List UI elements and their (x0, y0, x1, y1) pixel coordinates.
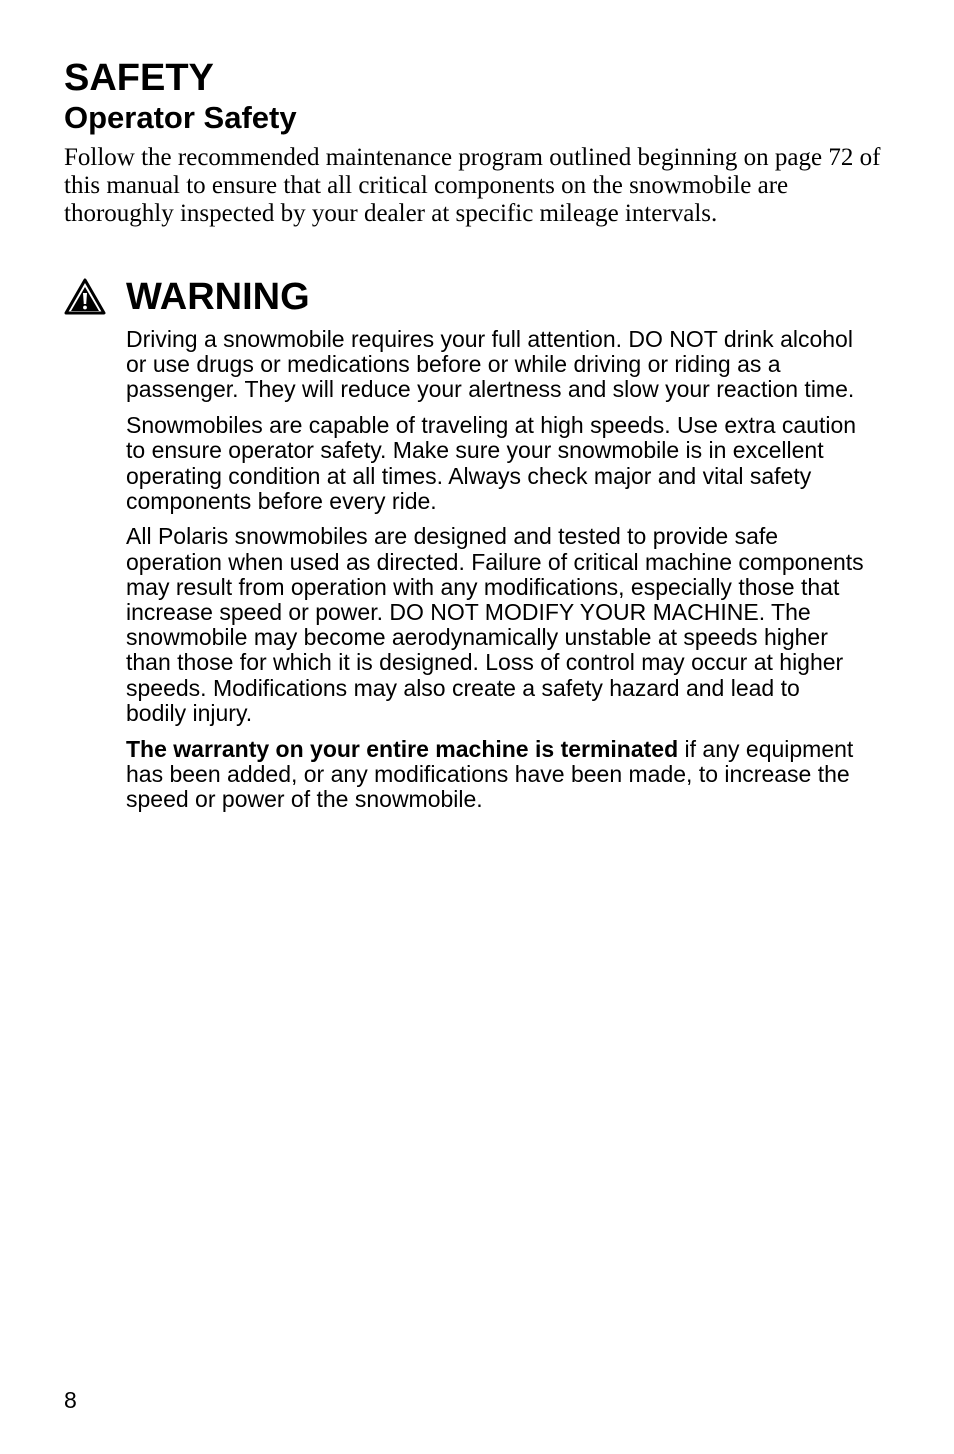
warning-triangle-icon (64, 278, 106, 316)
section-title: SAFETY (64, 57, 214, 99)
warning-header (64, 274, 310, 320)
intro-paragraph: Follow the recommended maintenance program outlined beginning on page 72 of this manual to ensure that all critical components on the snowmobile are thoroughly inspected by your dealer at specific mileage intervals. (64, 144, 881, 227)
warning-paragraph-attention: Driving a snowmobile requires your full attention. DO NOT drink alcohol or use drugs or medications before or while driving or riding as a passenger. They will reduce your alertness and slow your reaction time. (126, 326, 855, 403)
warning-paragraph-modifications: All Polaris snowmobiles are designed and tested to provide safe operation when used as directed. Failure of critical machine components may result from operation with any modifications, especially those that increase speed or power. DO NOT MODIFY YOUR MACHINE. The snowmobile may become aerodynamically unstable at speeds higher than those for which it is designed. Loss of control may occur at higher speeds. Modifications may also create a safety hazard and lead to bodily injury. (126, 523, 864, 726)
warranty-text: if any equipment has been added, or any modifications have been made, to increase the speed or power of the snowmobile. (126, 735, 854, 812)
page-number: 8 (64, 1387, 77, 1413)
warning-body (126, 327, 866, 823)
warning-title: WARNING (126, 276, 310, 318)
warranty-emphasis: The warranty on your entire machine is terminated (126, 735, 679, 762)
warning-paragraph-warranty (126, 737, 866, 813)
warning-paragraph-speed: Snowmobiles are capable of traveling at high speeds. Use extra caution to ensure operator safety. Make sure your snowmobile is in excellent operating condition at all times. Always check major and vital safety components before every ride. (126, 412, 857, 514)
section-subtitle: Operator Safety (64, 100, 297, 135)
